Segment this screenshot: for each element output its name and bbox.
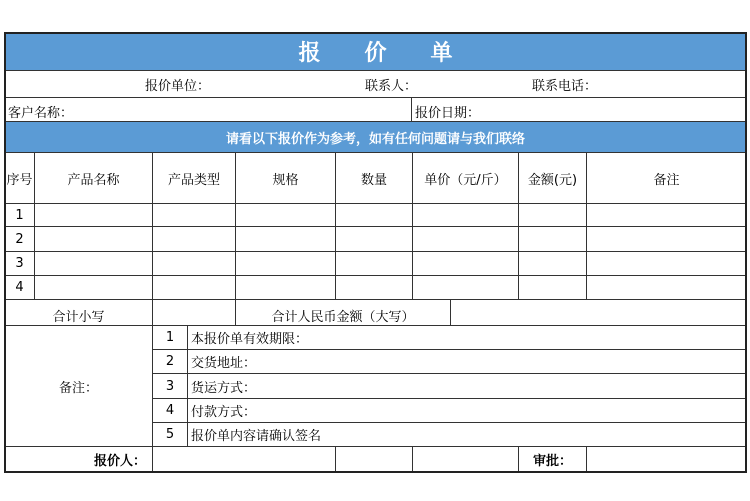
column-header: 备注 <box>586 152 747 204</box>
row-number: 2 <box>4 226 35 252</box>
table-cell[interactable] <box>34 226 153 252</box>
total-lower-value[interactable] <box>152 299 236 326</box>
table-cell[interactable] <box>152 275 236 300</box>
note-number: 1 <box>152 325 188 350</box>
table-cell[interactable] <box>412 251 519 276</box>
table-cell[interactable] <box>235 203 336 227</box>
note-number: 5 <box>152 422 188 447</box>
approve-label: 审批： <box>518 446 587 473</box>
total-upper-value[interactable] <box>450 299 747 326</box>
table-cell[interactable] <box>586 275 747 300</box>
customer-name-cell[interactable]: 客户名称： <box>4 97 412 122</box>
note-number: 3 <box>152 373 188 399</box>
table-cell[interactable] <box>152 203 236 227</box>
quoter-field[interactable] <box>152 446 336 473</box>
row-number: 3 <box>4 251 35 276</box>
info-phone-label: 联系电话： <box>532 78 598 94</box>
table-cell[interactable] <box>335 226 413 252</box>
footer-cell[interactable] <box>412 446 519 473</box>
info-company-label: 报价单位： <box>145 78 211 94</box>
column-header: 单价（元/斤） <box>412 152 519 204</box>
note-number: 2 <box>152 349 188 374</box>
table-cell[interactable] <box>412 203 519 227</box>
column-header: 数量 <box>335 152 413 204</box>
table-cell[interactable] <box>34 251 153 276</box>
table-cell[interactable] <box>335 251 413 276</box>
table-cell[interactable] <box>34 203 153 227</box>
table-cell[interactable] <box>412 226 519 252</box>
column-header: 规格 <box>235 152 336 204</box>
note-text[interactable]: 交货地址： <box>187 349 747 374</box>
table-cell[interactable] <box>518 275 587 300</box>
table-cell[interactable] <box>34 275 153 300</box>
notes-label: 备注： <box>4 325 153 447</box>
table-cell[interactable] <box>518 251 587 276</box>
note-text[interactable]: 本报价单有效期限： <box>187 325 747 350</box>
table-cell[interactable] <box>518 226 587 252</box>
note-text[interactable]: 报价单内容请确认签名 <box>187 422 747 447</box>
table-cell[interactable] <box>586 203 747 227</box>
table-cell[interactable] <box>235 226 336 252</box>
row-number: 4 <box>4 275 35 300</box>
table-cell[interactable] <box>335 275 413 300</box>
title-cell: 报 价 单 <box>4 32 747 71</box>
table-cell[interactable] <box>518 203 587 227</box>
table-cell[interactable] <box>335 203 413 227</box>
column-header: 产品名称 <box>34 152 153 204</box>
total-upper-label: 合计人民币金额（大写） <box>235 299 451 326</box>
column-header: 金额(元) <box>518 152 587 204</box>
notice-banner: 请看以下报价作为参考，如有任何问题请与我们联络 <box>4 121 747 153</box>
table-cell[interactable] <box>412 275 519 300</box>
note-text[interactable]: 货运方式： <box>187 373 747 399</box>
table-cell[interactable] <box>586 251 747 276</box>
footer-cell[interactable] <box>335 446 413 473</box>
table-cell[interactable] <box>586 226 747 252</box>
table-cell[interactable] <box>152 226 236 252</box>
table-cell[interactable] <box>235 251 336 276</box>
column-header: 产品类型 <box>152 152 236 204</box>
total-lower-label: 合计小写 <box>4 299 153 326</box>
info-row <box>4 70 747 98</box>
note-number: 4 <box>152 398 188 423</box>
approve-field[interactable] <box>586 446 747 473</box>
note-text[interactable]: 付款方式： <box>187 398 747 423</box>
row-number: 1 <box>4 203 35 227</box>
quoter-label: 报价人： <box>4 446 153 473</box>
quote-date-cell[interactable]: 报价日期： <box>411 97 747 122</box>
table-cell[interactable] <box>152 251 236 276</box>
info-contact-label: 联系人： <box>365 78 418 94</box>
table-cell[interactable] <box>235 275 336 300</box>
column-header: 序号 <box>4 152 35 204</box>
